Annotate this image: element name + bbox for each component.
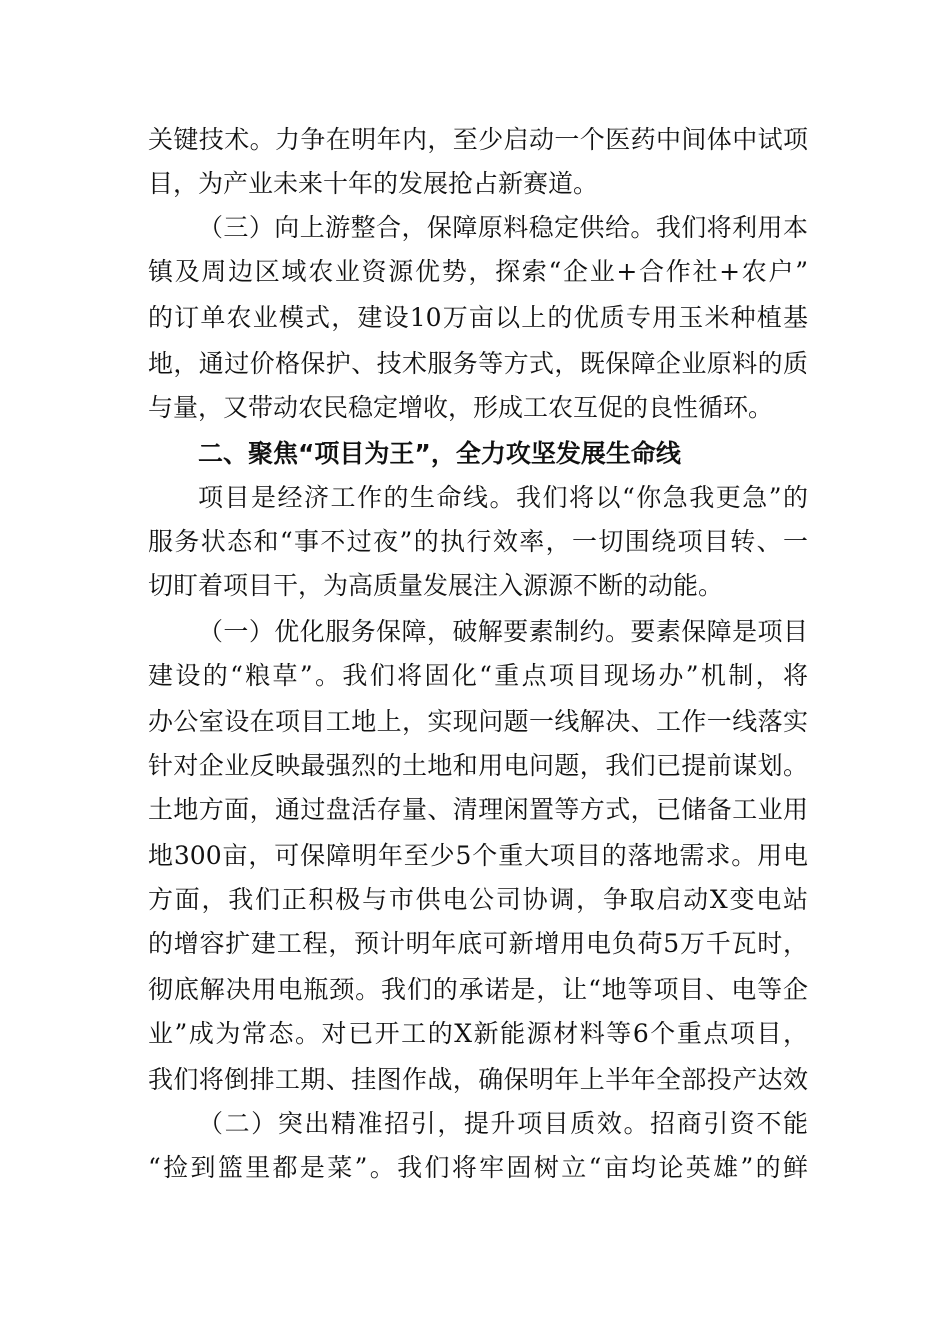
text-line: 地，通过价格保护、技术服务等方式，既保障企业原料的质 [148,349,808,378]
text-line: 业”成为常态。对已开工的X新能源材料等6个重点项目， [148,1019,808,1048]
text-line: 我们将倒排工期、挂图作战，确保明年上半年全部投产达效 [148,1065,808,1094]
section-heading: 二、聚焦“项目为王”，全力攻坚发展生命线 [198,439,681,468]
text-line: 方面，我们正积极与市供电公司协调，争取启动X变电站 [148,885,808,914]
text-line: “捡到篮里都是菜”。我们将牢固树立“亩均论英雄”的鲜 [148,1153,808,1182]
subsection-heading-line: （二）突出精准招引，提升项目质效。招商引资不能 [198,1109,808,1138]
text-line: 关键技术。力争在明年内，至少启动一个医药中间体中试项 [148,125,808,154]
subsection-heading-line: （一）优化服务保障，破解要素制约。要素保障是项目 [198,617,808,646]
text-line: 镇及周边区域农业资源优势，探索“企业+合作社+农户” [148,257,808,286]
text-line: 服务状态和“事不过夜”的执行效率，一切围绕项目转、一 [148,527,808,556]
text-line: 项目是经济工作的生命线。我们将以“你急我更急”的 [198,483,808,512]
text-line: 针对企业反映最强烈的土地和用电问题，我们已提前谋划。 [148,751,808,780]
text-line: 的增容扩建工程，预计明年底可新增用电负荷5万千瓦时， [148,929,808,958]
text-line: 目，为产业未来十年的发展抢占新赛道。 [148,169,599,198]
text-line: 的订单农业模式，建设10万亩以上的优质专用玉米种植基 [148,303,808,332]
text-line: 地300亩，可保障明年至少5个重大项目的落地需求。用电 [148,841,808,870]
text-line: 彻底解决用电瓶颈。我们的承诺是，让“地等项目、电等企 [148,975,808,1004]
subsection-heading-line: （三）向上游整合，保障原料稳定供给。我们将利用本 [198,213,808,242]
text-line: 办公室设在项目工地上，实现问题一线解决、工作一线落实 [148,707,808,736]
text-line: 与量，又带动农民稳定增收，形成工农互促的良性循环。 [148,393,774,422]
text-line: 切盯着项目干，为高质量发展注入源源不断的动能。 [148,571,724,600]
text-line: 建设的“粮草”。我们将固化“重点项目现场办”机制，将 [148,661,808,690]
text-line: 土地方面，通过盘活存量、清理闲置等方式，已储备工业用 [148,795,808,824]
